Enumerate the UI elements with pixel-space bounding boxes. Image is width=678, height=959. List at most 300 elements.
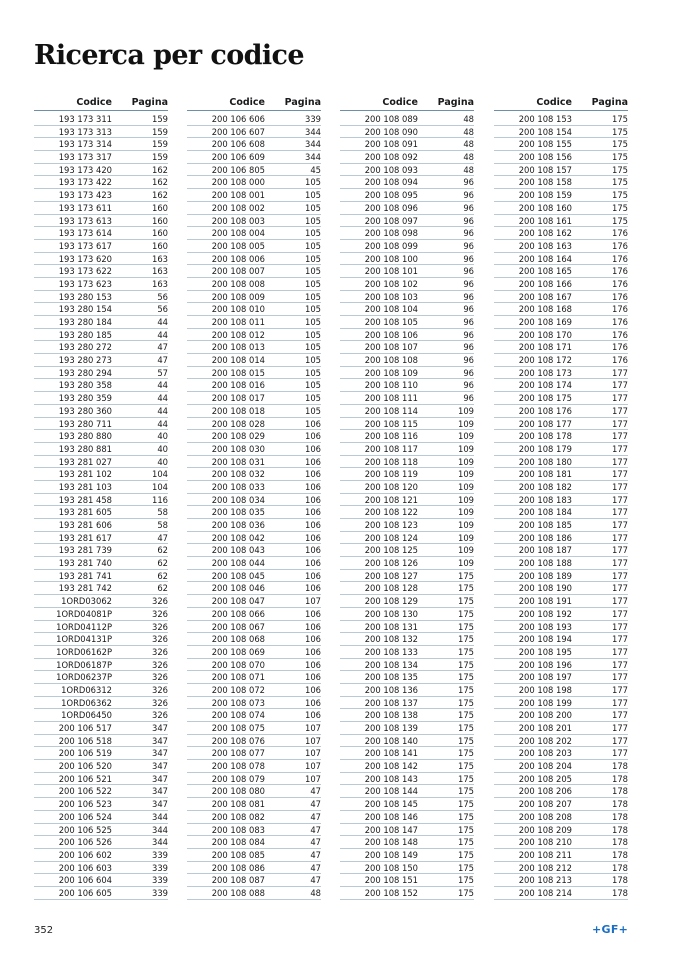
table-row	[494, 773, 628, 786]
table-row	[34, 544, 168, 557]
page-cell: 177	[612, 710, 628, 721]
code-cell: 200 108 134	[364, 659, 418, 670]
table-row	[494, 316, 628, 329]
code-cell: 200 108 193	[518, 621, 572, 632]
table-row	[340, 151, 474, 164]
code-cell: 1ORD03062	[61, 596, 112, 607]
page-cell: 175	[458, 786, 474, 797]
code-cell: 200 108 097	[364, 215, 418, 226]
header-code: Codice	[536, 97, 572, 108]
table-row	[494, 785, 628, 798]
page-cell: 175	[458, 875, 474, 886]
code-cell: 193 281 102	[58, 469, 112, 480]
page-cell: 344	[305, 126, 321, 137]
table-row	[340, 202, 474, 215]
table-row	[340, 874, 474, 887]
code-cell: 193 280 154	[58, 304, 112, 315]
table-row	[34, 849, 168, 862]
table-row	[340, 659, 474, 672]
code-cell: 200 108 032	[211, 469, 265, 480]
code-cell: 200 108 009	[211, 291, 265, 302]
page-title: Ricerca per codice	[34, 40, 304, 71]
table-row	[494, 265, 628, 278]
table-row	[34, 481, 168, 494]
page-cell: 178	[612, 786, 628, 797]
code-cell: 200 108 000	[211, 177, 265, 188]
code-cell: 200 108 136	[364, 684, 418, 695]
table-row	[340, 468, 474, 481]
page-cell: 175	[458, 596, 474, 607]
table-row	[187, 621, 321, 634]
page-cell: 47	[310, 862, 321, 873]
table-row	[34, 240, 168, 253]
code-cell: 200 108 144	[364, 786, 418, 797]
code-cell: 200 108 208	[518, 811, 572, 822]
code-cell: 200 108 090	[364, 126, 418, 137]
table-row	[187, 608, 321, 621]
code-cell: 200 106 609	[211, 152, 265, 163]
code-cell: 200 108 003	[211, 215, 265, 226]
page-cell: 344	[305, 152, 321, 163]
code-cell: 193 173 620	[58, 253, 112, 264]
code-column-4	[494, 94, 628, 900]
table-row	[34, 265, 168, 278]
code-cell: 200 108 089	[364, 114, 418, 124]
page-cell: 175	[612, 139, 628, 150]
page-cell: 106	[305, 583, 321, 594]
page-cell: 47	[310, 849, 321, 860]
table-row	[340, 329, 474, 342]
code-cell: 200 108 123	[364, 520, 418, 530]
page-cell: 162	[152, 190, 168, 201]
table-row	[494, 659, 628, 672]
code-cell: 200 108 209	[518, 824, 572, 835]
page-cell: 48	[463, 152, 474, 163]
code-cell: 200 108 095	[364, 190, 418, 201]
page-cell: 96	[463, 278, 474, 289]
table-row	[34, 138, 168, 151]
code-cell: 200 108 169	[518, 317, 572, 327]
table-row	[187, 443, 321, 456]
page-cell: 175	[612, 114, 628, 124]
table-row	[187, 405, 321, 418]
page-cell: 96	[463, 342, 474, 353]
code-cell: 200 108 034	[211, 494, 265, 505]
page-cell: 178	[612, 837, 628, 848]
code-cell: 200 108 086	[211, 862, 265, 873]
code-cell: 200 106 523	[58, 799, 112, 810]
code-cell: 200 108 087	[211, 875, 265, 886]
table-row	[340, 773, 474, 786]
page-cell: 106	[305, 570, 321, 581]
code-cell: 200 108 008	[211, 278, 265, 289]
table-row	[494, 126, 628, 139]
table-row	[34, 303, 168, 316]
page-cell: 105	[305, 278, 321, 289]
code-cell: 200 108 074	[211, 710, 265, 721]
table-row	[34, 659, 168, 672]
code-cell: 200 108 107	[364, 342, 418, 353]
page-cell: 175	[612, 164, 628, 175]
page-cell: 160	[152, 240, 168, 251]
table-row	[494, 646, 628, 659]
page-cell: 105	[305, 393, 321, 404]
page-cell: 159	[152, 152, 168, 163]
page-cell: 177	[612, 469, 628, 480]
table-row	[34, 430, 168, 443]
page-cell: 175	[458, 634, 474, 645]
table-row	[340, 354, 474, 367]
table-row	[34, 836, 168, 849]
page-cell: 175	[612, 177, 628, 188]
table-row	[494, 532, 628, 545]
table-row	[340, 621, 474, 634]
page-cell: 175	[612, 126, 628, 137]
code-cell: 200 108 047	[211, 596, 265, 607]
code-cell: 193 280 881	[58, 443, 112, 454]
code-cell: 200 108 093	[364, 164, 418, 175]
table-row	[34, 722, 168, 735]
code-cell: 200 108 126	[364, 558, 418, 569]
table-row	[34, 887, 168, 900]
table-row	[34, 367, 168, 380]
code-cell: 200 108 191	[518, 596, 572, 607]
code-cell: 200 108 179	[518, 443, 572, 454]
table-row	[34, 468, 168, 481]
table-row	[340, 798, 474, 811]
table-row	[34, 595, 168, 608]
table-row	[187, 760, 321, 773]
page-cell: 56	[157, 304, 168, 315]
code-cell: 193 173 314	[58, 139, 112, 150]
page-cell: 105	[305, 342, 321, 353]
code-cell: 200 108 153	[518, 114, 572, 124]
code-cell: 200 108 045	[211, 570, 265, 581]
page-cell: 96	[463, 329, 474, 340]
code-cell: 193 280 184	[58, 317, 112, 327]
code-cell: 200 108 017	[211, 393, 265, 404]
page-cell: 47	[157, 355, 168, 366]
table-row	[494, 151, 628, 164]
code-cell: 1ORD06362	[61, 697, 112, 708]
table-row	[494, 176, 628, 189]
page-cell: 106	[305, 558, 321, 569]
page-number: 352	[34, 925, 54, 936]
table-row	[340, 278, 474, 291]
code-cell: 200 108 077	[211, 748, 265, 759]
table-row	[187, 341, 321, 354]
table-row	[340, 240, 474, 253]
code-cell: 193 173 317	[58, 152, 112, 163]
table-row	[34, 671, 168, 684]
code-cell: 200 108 007	[211, 266, 265, 277]
table-row	[187, 874, 321, 887]
table-row	[187, 481, 321, 494]
page-cell: 96	[463, 355, 474, 366]
page-cell: 40	[157, 431, 168, 442]
page-cell: 109	[458, 545, 474, 556]
table-row	[34, 113, 168, 126]
table-row	[494, 418, 628, 431]
code-cell: 193 173 313	[58, 126, 112, 137]
page-cell: 176	[612, 342, 628, 353]
code-cell: 200 108 071	[211, 672, 265, 683]
table-row	[494, 379, 628, 392]
code-cell: 200 108 187	[518, 545, 572, 556]
table-row	[34, 379, 168, 392]
code-cell: 200 108 072	[211, 684, 265, 695]
code-cell: 193 173 423	[58, 190, 112, 201]
table-row	[494, 697, 628, 710]
page-cell: 105	[305, 355, 321, 366]
page-cell: 177	[612, 697, 628, 708]
page-cell: 178	[612, 761, 628, 772]
page-cell: 339	[152, 875, 168, 886]
page-cell: 109	[458, 532, 474, 543]
table-row	[34, 329, 168, 342]
code-cell: 200 108 188	[518, 558, 572, 569]
page-cell: 177	[612, 672, 628, 683]
table-row	[494, 253, 628, 266]
code-cell: 1ORD06187P	[56, 659, 112, 670]
code-cell: 200 108 118	[364, 456, 418, 467]
page-cell: 177	[612, 367, 628, 378]
column-header	[187, 94, 321, 111]
table-row	[187, 836, 321, 849]
page-cell: 177	[612, 748, 628, 759]
page-cell: 177	[612, 443, 628, 454]
table-row	[187, 354, 321, 367]
page-cell: 326	[152, 672, 168, 683]
table-row	[340, 671, 474, 684]
table-row	[34, 506, 168, 519]
table-row	[340, 722, 474, 735]
page-cell: 109	[458, 456, 474, 467]
table-row	[494, 506, 628, 519]
page-cell: 347	[152, 799, 168, 810]
table-row	[187, 595, 321, 608]
table-row	[187, 126, 321, 139]
page-cell: 326	[152, 646, 168, 657]
table-row	[187, 379, 321, 392]
page-cell: 160	[152, 215, 168, 226]
page-cell: 175	[458, 659, 474, 670]
page-cell: 105	[305, 202, 321, 213]
table-row	[34, 633, 168, 646]
page-cell: 178	[612, 773, 628, 784]
page-cell: 105	[305, 329, 321, 340]
code-cell: 200 106 522	[58, 786, 112, 797]
page-cell: 105	[305, 304, 321, 315]
code-cell: 200 108 068	[211, 634, 265, 645]
table-row	[494, 189, 628, 202]
table-row	[187, 785, 321, 798]
page-cell: 160	[152, 228, 168, 239]
table-row	[494, 468, 628, 481]
column-header	[340, 94, 474, 111]
page-cell: 176	[612, 253, 628, 264]
table-row	[494, 240, 628, 253]
code-cell: 200 108 197	[518, 672, 572, 683]
code-cell: 200 108 140	[364, 735, 418, 746]
page-cell: 44	[157, 380, 168, 391]
header-page: Pagina	[284, 97, 321, 108]
code-cell: 200 108 094	[364, 177, 418, 188]
page-cell: 177	[612, 735, 628, 746]
code-cell: 200 108 088	[211, 887, 265, 898]
table-row	[187, 747, 321, 760]
page-cell: 106	[305, 545, 321, 556]
table-row	[34, 874, 168, 887]
code-cell: 1ORD04081P	[56, 608, 112, 619]
table-row	[187, 773, 321, 786]
page-cell: 96	[463, 291, 474, 302]
page-cell: 162	[152, 164, 168, 175]
page-cell: 177	[612, 380, 628, 391]
code-cell: 193 173 622	[58, 266, 112, 277]
page-cell: 109	[458, 494, 474, 505]
page-cell: 104	[152, 481, 168, 492]
table-row	[494, 811, 628, 824]
table-row	[340, 595, 474, 608]
code-cell: 200 108 031	[211, 456, 265, 467]
code-cell: 200 108 015	[211, 367, 265, 378]
code-cell: 193 173 422	[58, 177, 112, 188]
page-cell: 40	[157, 443, 168, 454]
code-cell: 200 108 014	[211, 355, 265, 366]
code-cell: 193 280 273	[58, 355, 112, 366]
column-header	[494, 94, 628, 111]
code-cell: 200 108 106	[364, 329, 418, 340]
page-cell: 106	[305, 481, 321, 492]
table-row	[187, 671, 321, 684]
table-row	[187, 189, 321, 202]
code-cell: 200 106 525	[58, 824, 112, 835]
code-cell: 200 106 521	[58, 773, 112, 784]
table-row	[34, 291, 168, 304]
code-cell: 193 280 880	[58, 431, 112, 442]
table-row	[34, 557, 168, 570]
table-row	[34, 760, 168, 773]
code-cell: 193 281 741	[58, 570, 112, 581]
table-row	[340, 824, 474, 837]
table-row	[494, 722, 628, 735]
table-row	[494, 570, 628, 583]
table-row	[340, 633, 474, 646]
code-cell: 200 108 214	[518, 887, 572, 898]
page-cell: 47	[157, 342, 168, 353]
table-row	[340, 138, 474, 151]
page-cell: 177	[612, 393, 628, 404]
page-cell: 326	[152, 634, 168, 645]
table-row	[187, 862, 321, 875]
table-row	[340, 379, 474, 392]
table-row	[187, 392, 321, 405]
code-cell: 200 108 105	[364, 317, 418, 327]
code-cell: 200 108 079	[211, 773, 265, 784]
page-cell: 47	[310, 837, 321, 848]
page-cell: 104	[152, 469, 168, 480]
code-cell: 200 108 181	[518, 469, 572, 480]
table-row	[340, 836, 474, 849]
table-row	[187, 506, 321, 519]
table-row	[34, 519, 168, 532]
table-row	[187, 684, 321, 697]
page-cell: 159	[152, 126, 168, 137]
page-cell: 175	[458, 608, 474, 619]
code-cell: 200 108 076	[211, 735, 265, 746]
page-cell: 106	[305, 469, 321, 480]
code-cell: 200 108 171	[518, 342, 572, 353]
code-cell: 200 108 157	[518, 164, 572, 175]
page-cell: 116	[152, 494, 168, 505]
table-row	[340, 418, 474, 431]
code-cell: 200 108 152	[364, 887, 418, 898]
code-cell: 200 108 185	[518, 520, 572, 530]
code-cell: 200 108 043	[211, 545, 265, 556]
code-cell: 200 108 029	[211, 431, 265, 442]
table-row	[494, 329, 628, 342]
page-cell: 347	[152, 786, 168, 797]
code-cell: 200 108 066	[211, 608, 265, 619]
table-row	[340, 227, 474, 240]
page-cell: 107	[305, 723, 321, 733]
table-row	[34, 735, 168, 748]
table-row	[494, 849, 628, 862]
header-code: Codice	[382, 97, 418, 108]
code-cell: 1ORD04131P	[56, 634, 112, 645]
table-row	[340, 697, 474, 710]
page-cell: 347	[152, 773, 168, 784]
table-row	[494, 164, 628, 177]
table-row	[340, 519, 474, 532]
table-row	[340, 341, 474, 354]
code-cell: 200 108 028	[211, 418, 265, 429]
code-cell: 200 108 154	[518, 126, 572, 137]
page-cell: 105	[305, 240, 321, 251]
table-row	[34, 164, 168, 177]
code-cell: 200 108 081	[211, 799, 265, 810]
gf-logo: +GF+	[592, 923, 629, 936]
page-cell: 347	[152, 761, 168, 772]
code-cell: 200 108 119	[364, 469, 418, 480]
page-cell: 58	[157, 520, 168, 530]
table-row	[494, 278, 628, 291]
code-cell: 200 108 018	[211, 405, 265, 416]
code-cell: 200 108 180	[518, 456, 572, 467]
code-cell: 200 108 194	[518, 634, 572, 645]
column-header	[34, 94, 168, 111]
page-cell: 48	[463, 126, 474, 137]
code-cell: 200 108 129	[364, 596, 418, 607]
page-cell: 44	[157, 393, 168, 404]
page-cell: 175	[458, 735, 474, 746]
page-cell: 47	[310, 875, 321, 886]
page-cell: 175	[458, 672, 474, 683]
code-cell: 200 108 111	[364, 393, 418, 404]
page-cell: 48	[463, 164, 474, 175]
table-row	[187, 418, 321, 431]
code-cell: 200 108 142	[364, 761, 418, 772]
table-row	[340, 303, 474, 316]
code-cell: 200 108 175	[518, 393, 572, 404]
code-cell: 200 108 096	[364, 202, 418, 213]
page-cell: 178	[612, 811, 628, 822]
page-cell: 175	[458, 849, 474, 860]
table-row	[187, 798, 321, 811]
table-row	[187, 697, 321, 710]
code-cell: 193 280 711	[58, 418, 112, 429]
